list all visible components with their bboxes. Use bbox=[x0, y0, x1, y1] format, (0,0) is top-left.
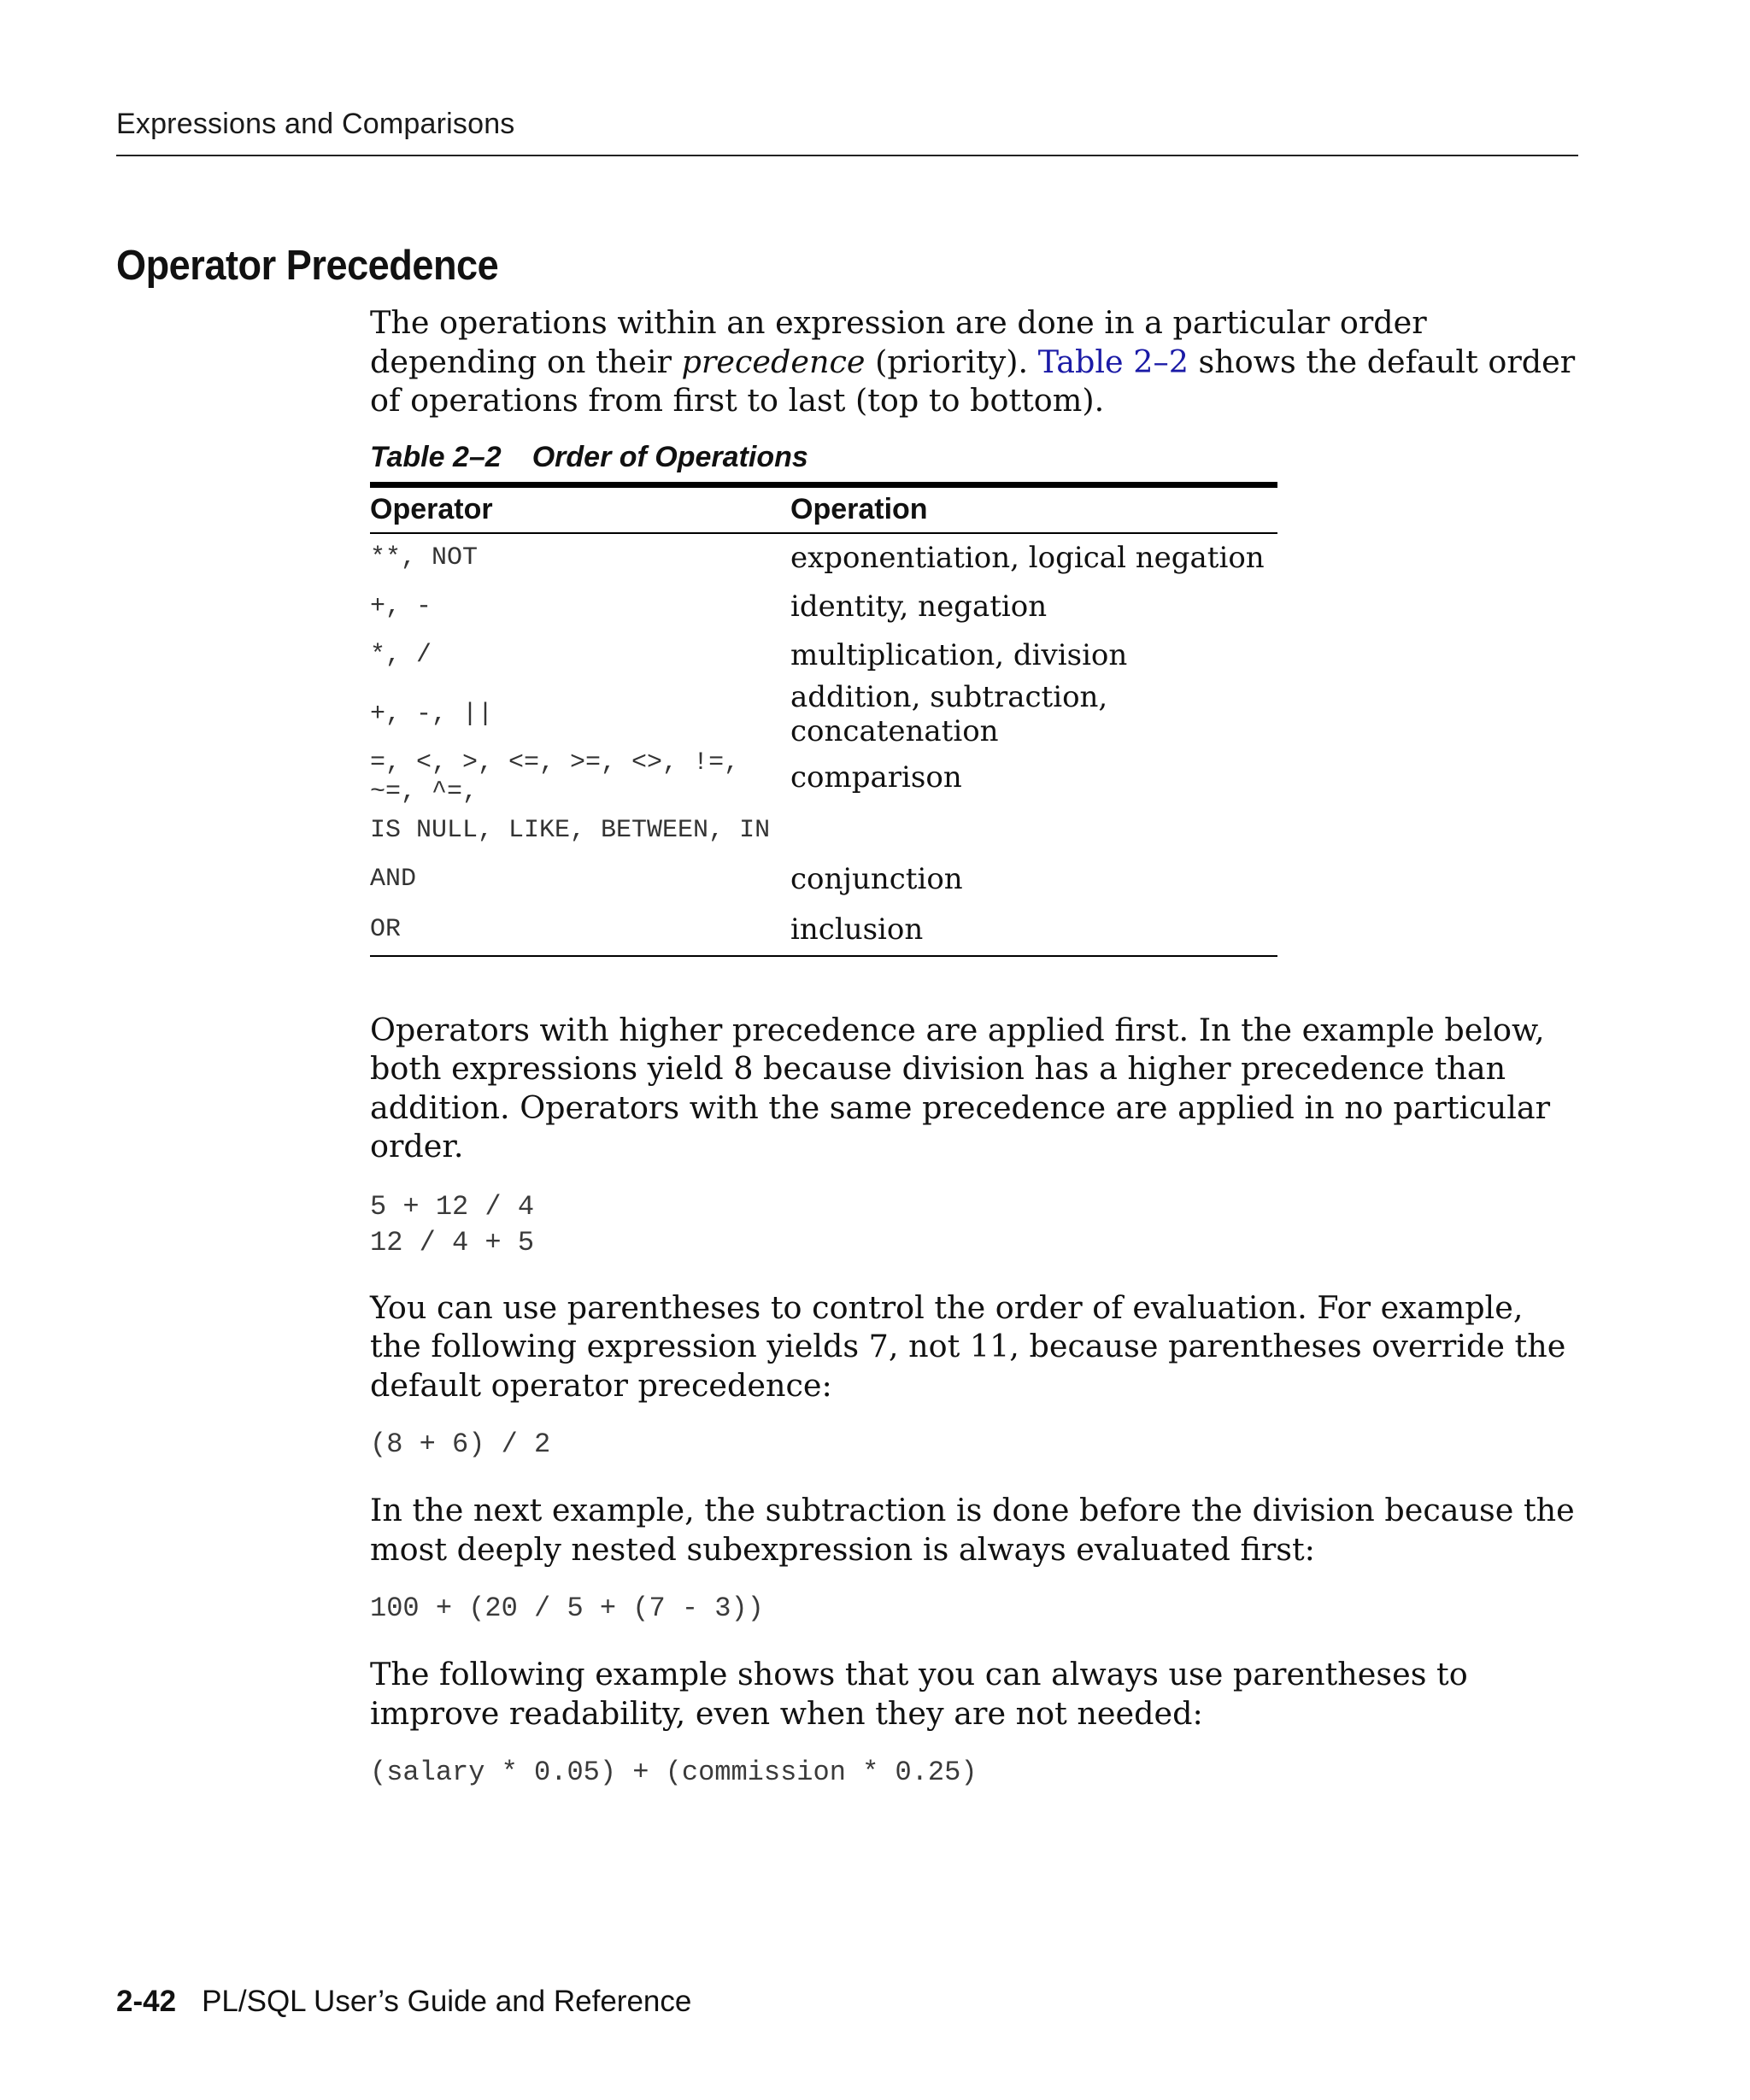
table-header-row bbox=[370, 484, 1277, 533]
intro-emphasis: precedence bbox=[681, 343, 866, 380]
running-header: Expressions and Comparisons bbox=[116, 108, 515, 140]
operation-cell: comparison bbox=[790, 760, 962, 795]
table-row bbox=[370, 631, 1277, 680]
operation-cell: multiplication, division bbox=[790, 638, 1128, 672]
operator-cell: +, -, || bbox=[370, 699, 494, 729]
code-line: 5 + 12 / 4 bbox=[370, 1190, 535, 1223]
intro-text-1: The operations within an expression are done in a particular order depending on their bbox=[370, 304, 1427, 380]
operation-cell: exponentiation, logical negation bbox=[790, 541, 1265, 575]
operator-cell: IS NULL, LIKE, BETWEEN, IN bbox=[370, 816, 771, 845]
table-row bbox=[370, 583, 1277, 631]
table-link[interactable]: Table 2–2 bbox=[1037, 343, 1189, 380]
operator-cell: OR bbox=[370, 914, 402, 944]
operation-cell: addition, subtraction, concatenation bbox=[790, 679, 1108, 748]
nested-paragraph: In the next example, the subtraction is done before the division because the most deeply nested subexpression is always evaluated first: bbox=[370, 1492, 1575, 1568]
intro-text-3: shows the default order of operations from first to last (top to bottom). bbox=[370, 343, 1576, 419]
table-row bbox=[370, 807, 1277, 855]
header-operator: Operator bbox=[370, 484, 790, 533]
header-rule bbox=[116, 155, 1578, 156]
intro-paragraph bbox=[370, 303, 1583, 420]
code-example-1 bbox=[370, 1189, 1583, 1261]
running-footer bbox=[116, 1985, 691, 2019]
table-row bbox=[370, 533, 1277, 583]
code-example-3: 100 + (20 / 5 + (7 - 3)) bbox=[370, 1593, 764, 1624]
operation-cell: identity, negation bbox=[790, 590, 1048, 624]
table-row bbox=[370, 855, 1277, 904]
operator-cell: =, <, >, <=, >=, <>, !=, ~=, ^=, bbox=[370, 748, 740, 807]
code-example-4: (salary * 0.05) + (commission * 0.25) bbox=[370, 1757, 978, 1788]
operation-cell bbox=[790, 807, 1277, 855]
header-operation: Operation bbox=[790, 484, 1277, 533]
book-title: PL/SQL User’s Guide and Reference bbox=[202, 1985, 692, 2018]
table-caption-title: Order of Operations bbox=[531, 440, 808, 473]
table-caption bbox=[370, 437, 1583, 477]
operator-cell: AND bbox=[370, 865, 417, 894]
operator-cell: *, / bbox=[370, 641, 432, 670]
intro-text-2: (priority). bbox=[865, 343, 1038, 380]
table-caption-number: Table 2–2 bbox=[370, 440, 502, 473]
operation-cell: conjunction bbox=[790, 862, 963, 896]
operator-table bbox=[370, 482, 1277, 957]
operator-cell: **, NOT bbox=[370, 543, 479, 572]
precedence-paragraph: Operators with higher precedence are applied first. In the example below, both expressions yield 8 because division has a higher precedence than addition. Operators with the same precedence are applied in no particular order. bbox=[370, 1011, 1551, 1164]
code-example-2: (8 + 6) / 2 bbox=[370, 1428, 551, 1460]
table-row bbox=[370, 680, 1277, 748]
section-title: Operator Precedence bbox=[116, 243, 499, 289]
body-content bbox=[370, 303, 1583, 1791]
code-line: 12 / 4 + 5 bbox=[370, 1226, 535, 1258]
table-row bbox=[370, 904, 1277, 956]
operator-cell: +, - bbox=[370, 592, 432, 621]
readability-paragraph: The following example shows that you can always use parentheses to improve readability, even when they are not needed: bbox=[370, 1656, 1468, 1732]
page-number: 2-42 bbox=[116, 1985, 177, 2018]
table-row bbox=[370, 748, 1277, 807]
parentheses-paragraph: You can use parentheses to control the order of evaluation. For example, the following expression yields 7, not 11, because parentheses override the default operator precedence: bbox=[370, 1288, 1566, 1404]
operation-cell: inclusion bbox=[790, 912, 924, 947]
